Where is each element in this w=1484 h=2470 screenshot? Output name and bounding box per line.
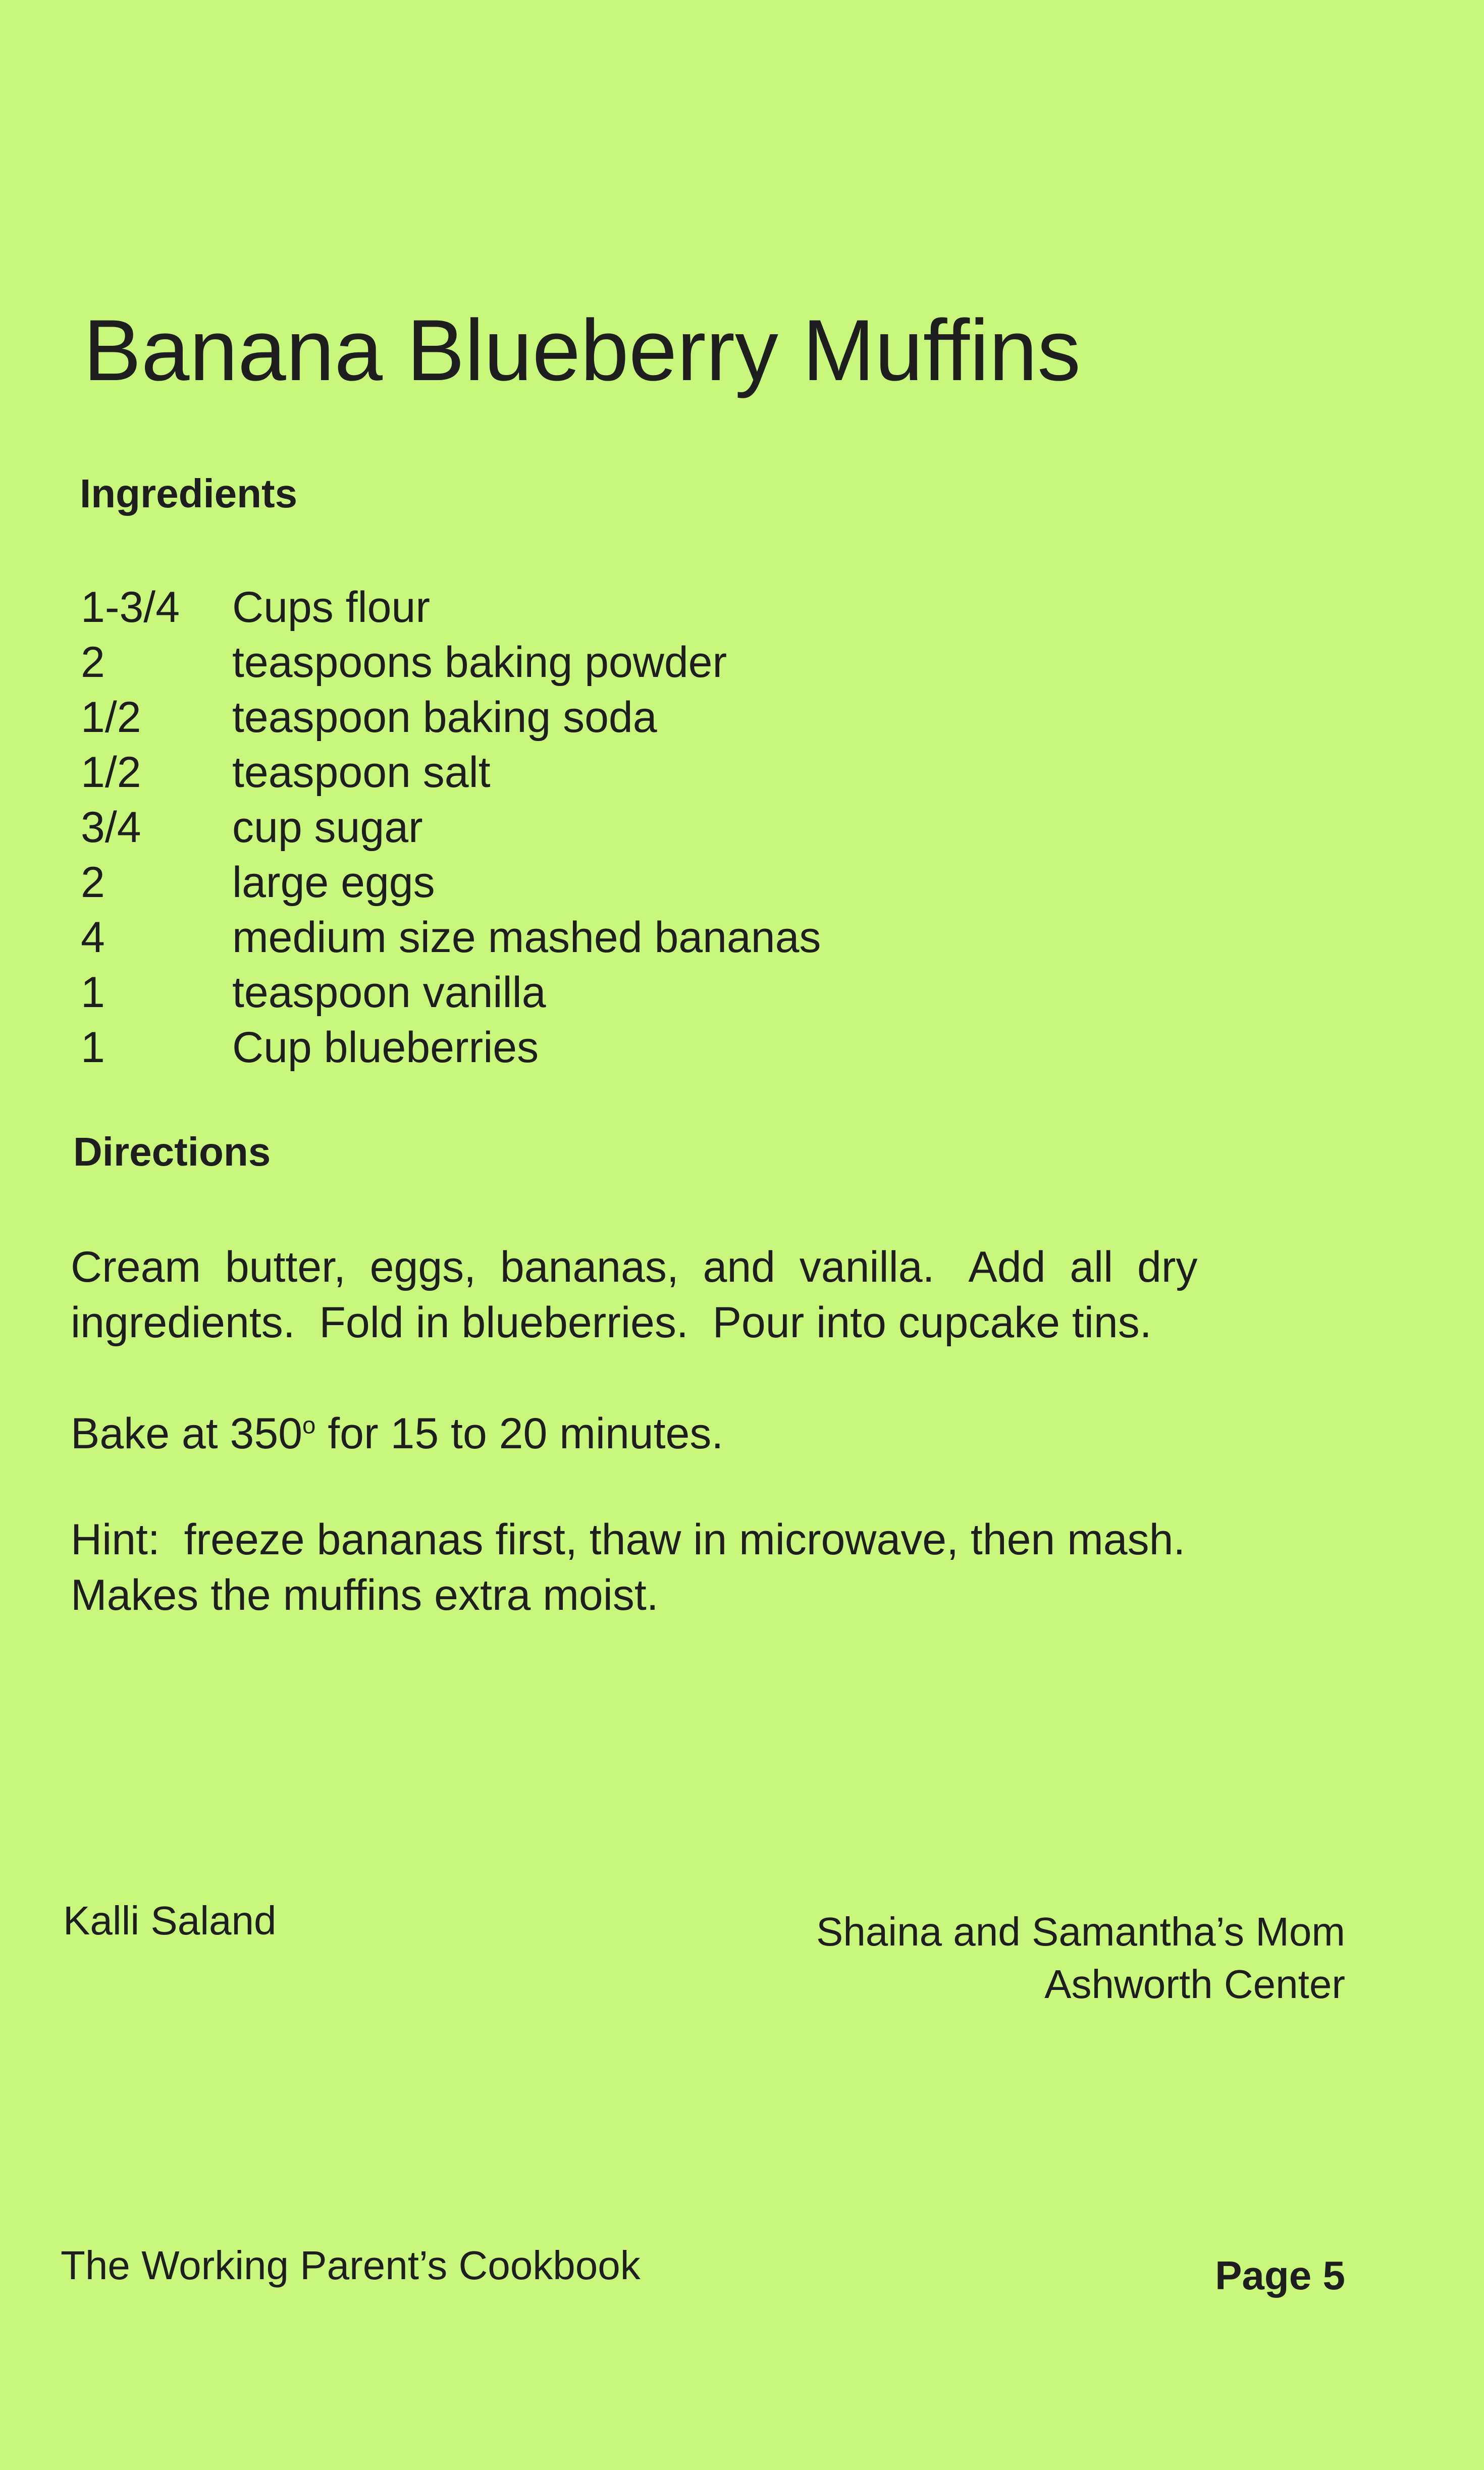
ingredient-description: teaspoon salt <box>232 748 491 797</box>
directions-line: Makes the muffins extra moist. <box>71 1571 659 1619</box>
directions-line: ingredients. Fold in blueberries. Pour into cupcake tins. <box>71 1298 1152 1347</box>
ingredient-quantity: 1/2 <box>81 748 141 797</box>
ingredient-quantity: 1 <box>81 1023 105 1072</box>
ingredients-heading: Ingredients <box>80 471 298 516</box>
ingredient-row <box>81 580 989 635</box>
ingredient-description: cup sugar <box>232 803 423 852</box>
directions-cream-paragraph <box>71 1239 1383 1350</box>
directions-hint-paragraph <box>71 1512 1383 1623</box>
degree-symbol: o <box>302 1412 316 1439</box>
ingredient-row <box>81 745 989 800</box>
recipe-title: Banana Blueberry Muffins <box>83 302 1081 399</box>
directions-line: Cream butter, eggs, bananas, and vanilla. Add all dry <box>71 1243 1198 1291</box>
ingredient-quantity: 1/2 <box>81 693 141 742</box>
ingredient-quantity: 2 <box>81 858 105 907</box>
ingredient-row <box>81 690 989 745</box>
ingredient-description: Cups flour <box>232 583 430 632</box>
ingredient-description: teaspoon vanilla <box>232 968 546 1017</box>
ingredient-quantity: 1 <box>81 968 105 1017</box>
contributor-credit <box>816 1906 1345 2011</box>
ingredient-description: Cup blueberries <box>232 1023 539 1072</box>
footer-page-number: Page 5 <box>1215 2253 1345 2298</box>
ingredient-description: teaspoons baking powder <box>232 638 727 687</box>
ingredient-quantity: 4 <box>81 913 105 962</box>
ingredient-row <box>81 965 989 1020</box>
contributor-credit-line: Shaina and Samantha’s Mom <box>816 1909 1345 1954</box>
ingredient-row <box>81 1020 989 1075</box>
ingredients-list <box>81 580 989 1075</box>
directions-line: Hint: freeze bananas first, thaw in microwave, then mash. <box>71 1515 1186 1564</box>
ingredient-quantity: 3/4 <box>81 803 141 852</box>
ingredient-description: large eggs <box>232 858 435 907</box>
ingredient-quantity: 1-3/4 <box>81 583 180 632</box>
bake-text-suffix: for 15 to 20 minutes. <box>315 1409 724 1458</box>
ingredient-row <box>81 910 989 965</box>
ingredient-quantity: 2 <box>81 638 105 687</box>
contributor-credit-line: Ashworth Center <box>1044 1962 1345 2007</box>
directions-heading: Directions <box>73 1129 271 1174</box>
ingredient-row <box>81 855 989 910</box>
directions-bake-paragraph <box>71 1406 1383 1461</box>
ingredient-row <box>81 800 989 855</box>
ingredient-description: medium size mashed bananas <box>232 913 821 962</box>
ingredient-row <box>81 635 989 690</box>
ingredient-description: teaspoon baking soda <box>232 693 657 742</box>
directions-line <box>71 1406 1383 1461</box>
footer-book-title: The Working Parent’s Cookbook <box>61 2243 641 2288</box>
contributor-name: Kalli Saland <box>63 1898 277 1943</box>
bake-text-prefix: Bake at 350 <box>71 1409 303 1458</box>
